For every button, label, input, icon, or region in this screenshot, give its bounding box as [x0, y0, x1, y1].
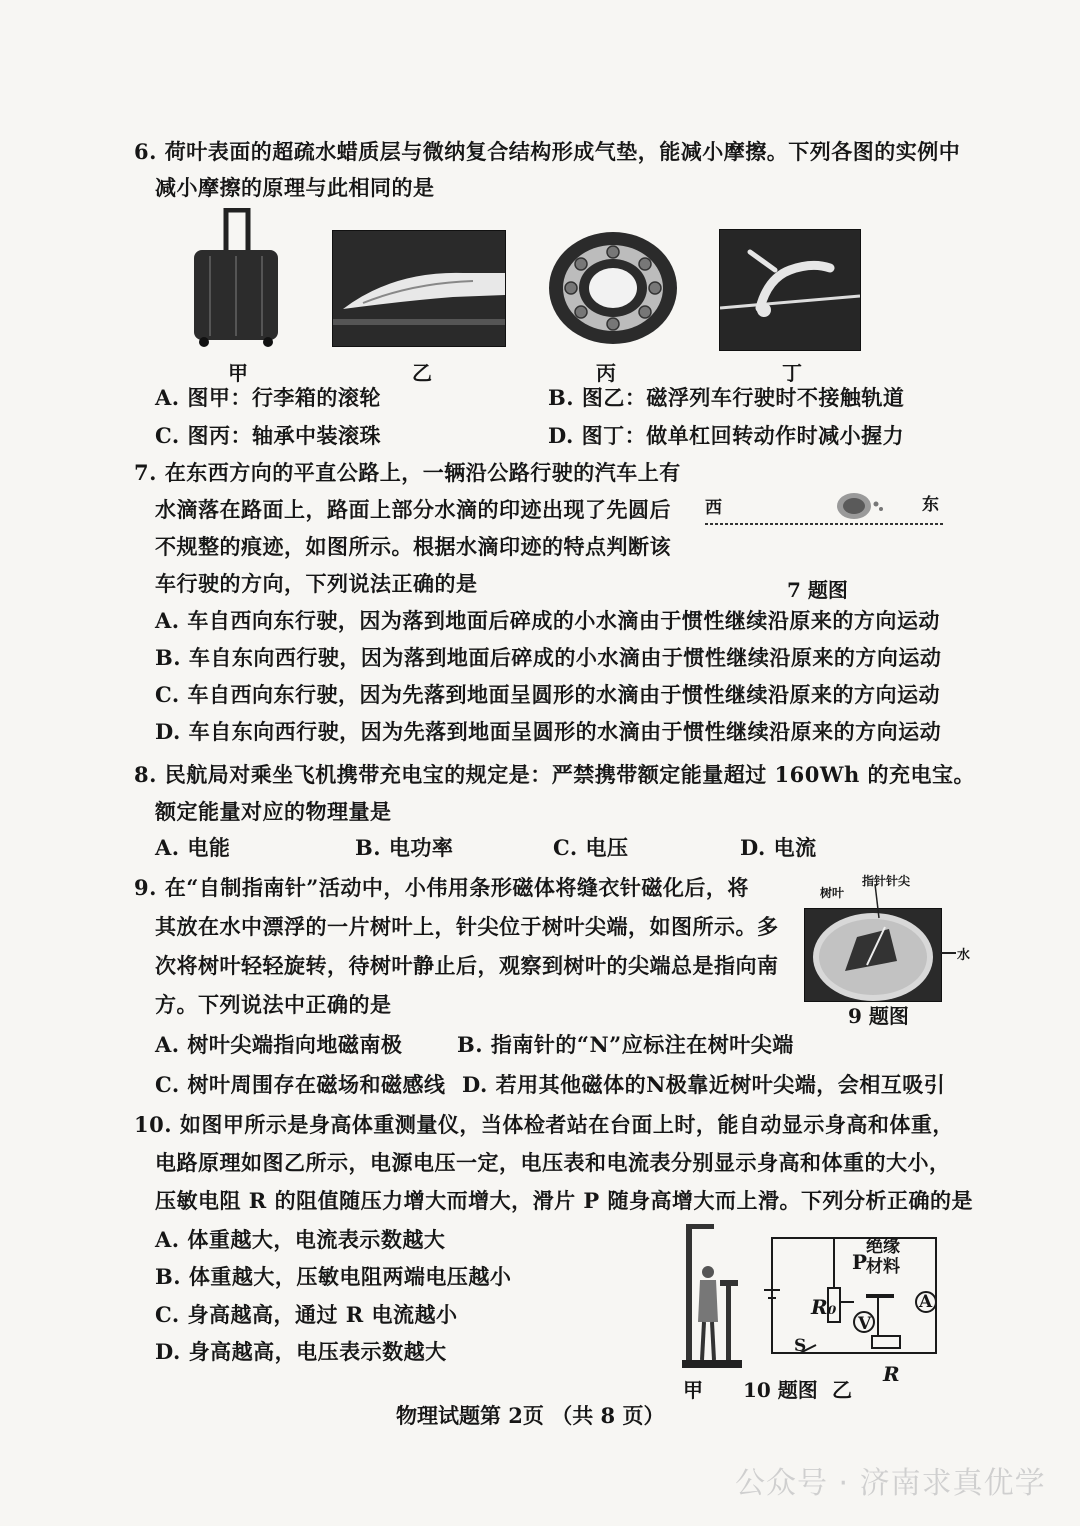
q7-stem-line3: 不规整的痕迹，如图所示。根据水滴印迹的特点判断该	[155, 534, 671, 559]
voltmeter-symbol: V	[858, 1314, 872, 1334]
q10-jia-label: 甲	[683, 1378, 703, 1402]
caption-jia: 甲	[228, 361, 248, 385]
q7-stem-line1: 7. 在东西方向的平直公路上，一辆沿公路行驶的汽车上有	[134, 460, 681, 485]
q9-option-d: D. 若用其他磁体的N极靠近树叶尖端，会相互吸引	[462, 1072, 946, 1097]
luggage-image	[190, 208, 282, 348]
compass-leaf-image	[804, 908, 942, 1002]
q10-insulation-label-1: 绝缘	[866, 1237, 900, 1257]
q10-insulation-label-2: 材料	[866, 1257, 900, 1277]
horizontal-bar-image	[719, 229, 861, 351]
q8-option-b: B. 电功率	[355, 835, 454, 860]
q8-option-c: C. 电压	[553, 835, 629, 860]
q9-figure-caption: 9 题图	[848, 1004, 909, 1028]
q8-option-a: A. 电能	[155, 835, 231, 860]
q10-switch-label: S	[794, 1336, 807, 1356]
q10-slider-label: P	[852, 1250, 868, 1274]
q10-yi-label: 乙	[832, 1378, 852, 1402]
q6-option-a: A. 图甲：行李箱的滚轮	[155, 385, 381, 410]
q6-option-d: D. 图丁：做单杠回转动作时减小握力	[548, 423, 905, 448]
caption-ding: 丁	[782, 361, 802, 385]
q9-stem-line1: 9. 在“自制指南针”活动中，小伟用条形磁体将缝衣针磁化后，将	[134, 875, 749, 900]
q7-stem-line2: 水滴落在路面上，路面上部分水滴的印迹出现了先圆后	[155, 497, 671, 522]
q9-stem-line3: 次将树叶轻轻旋转，待树叶静止后，观察到树叶的尖端总是指向南	[155, 953, 779, 978]
q7-option-b: B. 车自东向西行驶，因为落到地面后碎成的小水滴由于惯性继续沿原来的方向运动	[155, 645, 942, 670]
q9-stem-line2: 其放在水中漂浮的一片树叶上，针尖位于树叶尖端，如图所示。多	[155, 914, 779, 939]
q9-leaf-label: 树叶	[820, 886, 845, 900]
q7-option-a: A. 车自西向东行驶，因为落到地面后碎成的小水滴由于惯性继续沿原来的方向运动	[155, 608, 940, 633]
page-footer: 物理试题第 2页 （共 8 页）	[396, 1403, 665, 1428]
q8-stem-line2: 额定能量对应的物理量是	[155, 799, 392, 824]
q8-stem-line1: 8. 民航局对乘坐飞机携带充电宝的规定是：严禁携带额定能量超过 160Wh 的充电宝。	[134, 762, 976, 787]
q10-r-label: R	[883, 1362, 900, 1386]
q10-option-a: A. 体重越大，电流表示数越大	[155, 1227, 446, 1252]
q10-r0-label: R₀	[811, 1295, 837, 1319]
q9-water-label: 水	[957, 948, 971, 963]
q6-stem-line1: 6. 荷叶表面的超疏水蜡质层与微纳复合结构形成气垫，能减小摩擦。下列各图的实例中	[134, 139, 961, 164]
q10-figure-caption: 10 题图	[743, 1378, 818, 1402]
q9-stem-line4: 方。下列说法中正确的是	[155, 992, 392, 1017]
q8-option-d: D. 电流	[740, 835, 817, 860]
q10-option-b: B. 体重越大，压敏电阻两端电压越小	[155, 1264, 512, 1289]
q6-option-c: C. 图丙：轴承中装滚珠	[155, 423, 381, 448]
wechat-watermark: 公众号 · 济南求真优学	[735, 1466, 1046, 1501]
water-pointer-line	[940, 952, 956, 954]
q6-option-b: B. 图乙：磁浮列车行驶时不接触轨道	[548, 385, 905, 410]
height-weight-scale-image	[676, 1222, 756, 1372]
ball-bearing-image	[545, 228, 681, 348]
q9-option-c: C. 树叶周围存在磁场和磁感线	[155, 1072, 446, 1097]
q7-figure	[700, 482, 950, 542]
q10-option-d: D. 身高越高，电压表示数越大	[155, 1339, 447, 1364]
q10-stem-line3: 压敏电阻 R 的阻值随压力增大而增大，滑片 P 随身高增大而上滑。下列分析正确的是	[155, 1188, 973, 1213]
q9-option-b: B. 指南针的“N”应标注在树叶尖端	[457, 1032, 794, 1057]
q9-needle-tip-label: 指针针尖	[862, 874, 911, 888]
q6-stem-line2: 减小摩擦的原理与此相同的是	[155, 175, 435, 200]
caption-yi: 乙	[412, 361, 432, 385]
q9-option-a: A. 树叶尖端指向地磁南极	[155, 1032, 403, 1057]
maglev-train-image	[332, 230, 506, 347]
q10-stem-line2: 电路原理如图乙所示，电源电压一定，电压表和电流表分别显示身高和体重的大小，	[155, 1150, 951, 1175]
q7-option-c: C. 车自西向东行驶，因为先落到地面呈圆形的水滴由于惯性继续沿原来的方向运动	[155, 682, 940, 707]
q7-east-label: 东	[922, 495, 939, 515]
ammeter-symbol: A	[919, 1292, 933, 1312]
q10-option-c: C. 身高越高，通过 R 电流越小	[155, 1302, 458, 1327]
q7-option-d: D. 车自东向西行驶，因为先落到地面呈圆形的水滴由于惯性继续沿原来的方向运动	[155, 719, 942, 744]
q10-stem-line1: 10. 如图甲所示是身高体重测量仪，当体检者站在台面上时，能自动显示身高和体重，	[134, 1112, 954, 1137]
q7-figure-caption: 7 题图	[787, 578, 848, 602]
q7-stem-line4: 车行驶的方向，下列说法正确的是	[155, 571, 478, 596]
q7-west-label: 西	[705, 498, 722, 518]
caption-bing: 丙	[596, 361, 616, 385]
